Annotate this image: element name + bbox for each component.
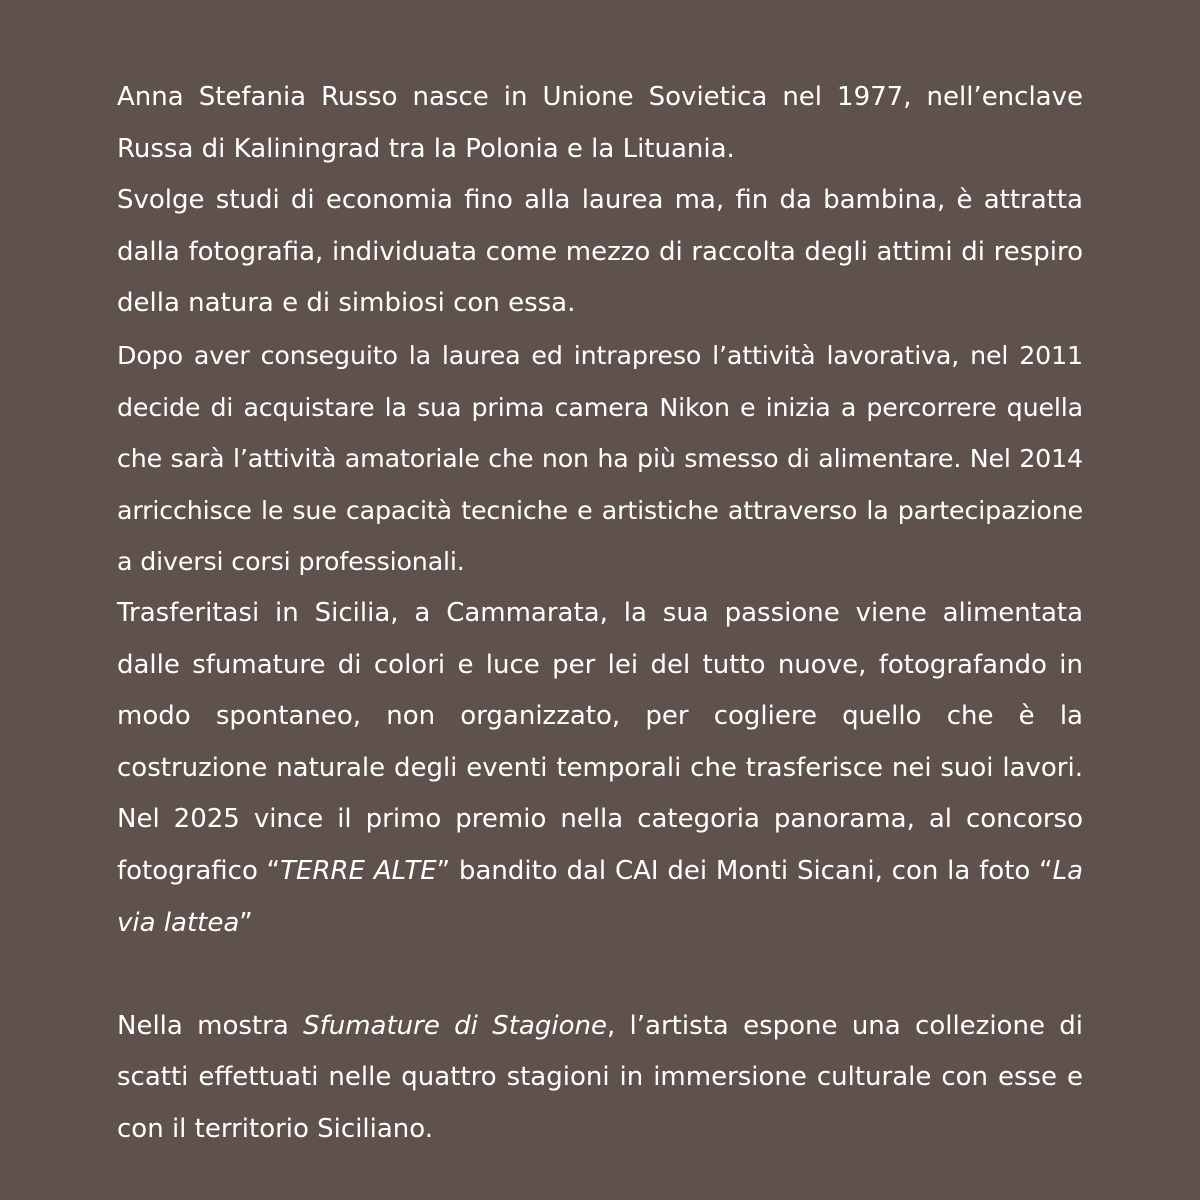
bio-paragraph-1: Anna Stefania Russo nasce in Unione Sovietica nel 1977, nell’enclave Russa di Kaliningrad tra la Polonia e la Lituania. (117, 82, 1083, 164)
bio-paragraph-4-text-a: Trasferitasi in Sicilia, a Cammarata, la sua passione viene alimentata dalle sfumature di colori e luce per lei del tutto nuove, fotografando in modo spontaneo, non organizzato, per cogliere quello che è la costruzione naturale degli eventi temporali che trasferisce nei suoi lavori. Nel 2025 vince il primo premio nella categoria panorama, al concorso fotografico “ (117, 597, 1083, 886)
bio-paragraph-4 (117, 588, 1083, 949)
exhibition-title: Sfumature di Stagione (303, 1010, 607, 1041)
bio-paragraph-3: Dopo aver conseguito la laurea ed intrapreso l’attività lavorativa, nel 2011 decide di acquistare la sua prima camera Nikon e inizia a percorrere quella che sarà l’attività amatoriale che non ha più smesso di alimentare. Nel 2014 arricchisce le sue capacità tecniche e artistiche attraverso la partecipazione a diversi corsi professionali. (117, 340, 1083, 577)
bio-paragraph-2: Svolge studi di economia fino alla laurea ma, fin da bambina, è attratta dalla fotografia, individuata come mezzo di raccolta degli attimi di respiro della natura e di simbiosi con essa. (117, 185, 1083, 319)
exhibition-paragraph (117, 1001, 1083, 1156)
exhibition-text-b: , l’artista espone una collezione di scatti effettuati nelle quattro stagioni in immersione culturale con esse e con il territorio Siciliano. (117, 1010, 1083, 1144)
bio-paragraph-4-text-c: ” (239, 907, 253, 938)
paragraph-spacer (117, 949, 1083, 1001)
bio-paragraph-4-text-b: ” bandito dal CAI dei Monti Sicani, con la foto “ (436, 855, 1053, 886)
contest-name: TERRE ALTE (280, 855, 437, 886)
exhibition-text-a: Nella mostra (117, 1010, 304, 1041)
photo-title: La via lattea (117, 855, 1084, 938)
